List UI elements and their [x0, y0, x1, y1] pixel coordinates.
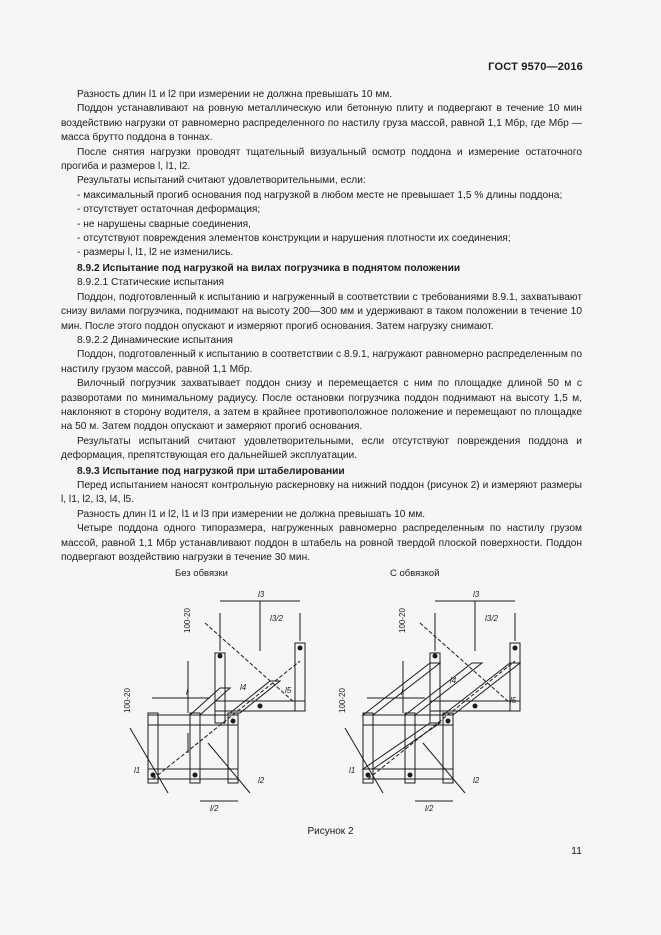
label-l1-left: l1	[134, 766, 141, 775]
page-number: 11	[571, 845, 582, 857]
label-lhalf-left: l/2	[210, 804, 219, 813]
left-figure-title: Без обвязки	[175, 568, 228, 579]
paragraph: Перед испытанием наносят контрольную раскерновку на нижний поддон (рисунок 2) и измеряют размеры l, l1, l2, l3, l4, l5.	[61, 479, 582, 506]
right-figure-title: С обвязкой	[390, 568, 440, 579]
label-l5-right: l5	[510, 696, 517, 705]
paragraph: Результаты испытаний считают удовлетворительными, если:	[77, 175, 366, 187]
standard-number: ГОСТ 9570—2016	[488, 61, 583, 73]
label-l3-left: l3	[258, 590, 265, 599]
label-l3-right: l3	[473, 590, 480, 599]
label-l4-left: l4	[240, 683, 247, 692]
section-heading: 8.9.3 Испытание под нагрузкой при штабелировании	[77, 465, 345, 477]
pallet-drawings	[90, 563, 560, 828]
label-dim-side-left: 100-20	[123, 688, 132, 713]
paragraph: Результаты испытаний считают удовлетворительными, если отсутствуют повреждения поддона и деформация, препятствующая его дальнейшей эксплуатации.	[61, 435, 582, 462]
list-item: - максимальный прогиб основания под нагрузкой в любом месте не превышает 1,5 % длины поддона;	[77, 189, 563, 201]
paragraph: Поддон устанавливают на ровную металлическую или бетонную плиту и подвергают в течение 10 мин воздействию нагрузки от равномерно распределенного по настилу груза массой, равной 1,1 Мбр, где Мбр — масса брутто поддона в тоннах.	[61, 103, 582, 144]
list-item: - отсутствует остаточная деформация;	[77, 204, 261, 216]
paragraph: Поддон, подготовленный к испытанию и нагруженный в соответствии с требованиями 8.9.1, захватывают снизу вилами погрузчика, поднимают на высоту 200—300 мм и удерживают в таком положении в течение 10 мин. После этого поддон опускают и измеряют прогиб основания. Затем нагрузку снимают.	[61, 291, 582, 332]
label-lhalf-right: l/2	[425, 804, 434, 813]
pallet-with-binding	[345, 601, 520, 801]
label-l2-right: l2	[473, 776, 480, 785]
label-l5-left: l5	[285, 686, 292, 695]
label-l3-half-left: l3/2	[270, 614, 283, 623]
paragraph: Вилочный погрузчик захватывает поддон снизу и перемещается с ним по площадке длиной 50 м с разворотами по минимальному радиусу. После остановки погрузчика поддон поднимают на высоту 1,5 м, наклоняют в сторону водителя, а затем в крайнее противоположное положение и перемещают по площадке на 50 м. Затем поддон опускают и замеряют прогиб основания.	[61, 378, 582, 433]
pallet-without-binding	[130, 601, 305, 801]
label-l4-right: l4	[450, 676, 457, 685]
label-l3-half-right: l3/2	[485, 614, 498, 623]
list-item: - не нарушены сварные соединения,	[77, 218, 251, 230]
figure-2	[90, 563, 560, 833]
paragraph: Четыре поддона одного типоразмера, нагруженных равномерно распределенным по настилу грузом массой, равной 1,1 Мбр устанавливают поддон в штабель на ровной твердой плоской поверхности. Поддон подвергают воздействию нагрузки в течение 30 мин.	[61, 523, 582, 563]
subsection-heading: 8.9.2.1 Статические испытания	[77, 277, 225, 289]
label-l-right: l	[401, 688, 403, 697]
label-l2-left: l2	[258, 776, 265, 785]
label-dim-top-left: 100-20	[183, 608, 192, 633]
label-dim-top-right: 100-20	[398, 608, 407, 633]
list-item: - отсутствуют повреждения элементов конструкции и нарушения плотности их соединения;	[77, 233, 511, 245]
paragraph: Разность длин l1 и l2, l1 и l3 при измерении не должна превышать 10 мм.	[77, 508, 426, 520]
label-l-left: l	[186, 688, 188, 697]
paragraph: После снятия нагрузки проводят тщательный визуальный осмотр поддона и измерение остаточного прогиба и размеров l, l1, l2.	[61, 146, 582, 173]
paragraph: Поддон, подготовленный к испытанию в соответствии с 8.9.1, нагружают равномерно распределенным по настилу грузом массой, равной 1,1 Мбр.	[61, 349, 582, 375]
label-l1-right: l1	[349, 766, 356, 775]
label-dim-side-right: 100-20	[338, 688, 347, 713]
subsection-heading: 8.9.2.2 Динамические испытания	[77, 334, 233, 346]
figure-caption: Рисунок 2	[307, 826, 354, 837]
paragraph: Разность длин l1 и l2 при измерении не должна превышать 10 мм.	[77, 89, 393, 100]
document-body	[61, 88, 582, 565]
section-heading: 8.9.2 Испытание под нагрузкой на вилах погрузчика в поднятом положении	[77, 262, 461, 274]
list-item: - размеры l, l1, l2 не изменились.	[77, 247, 234, 259]
